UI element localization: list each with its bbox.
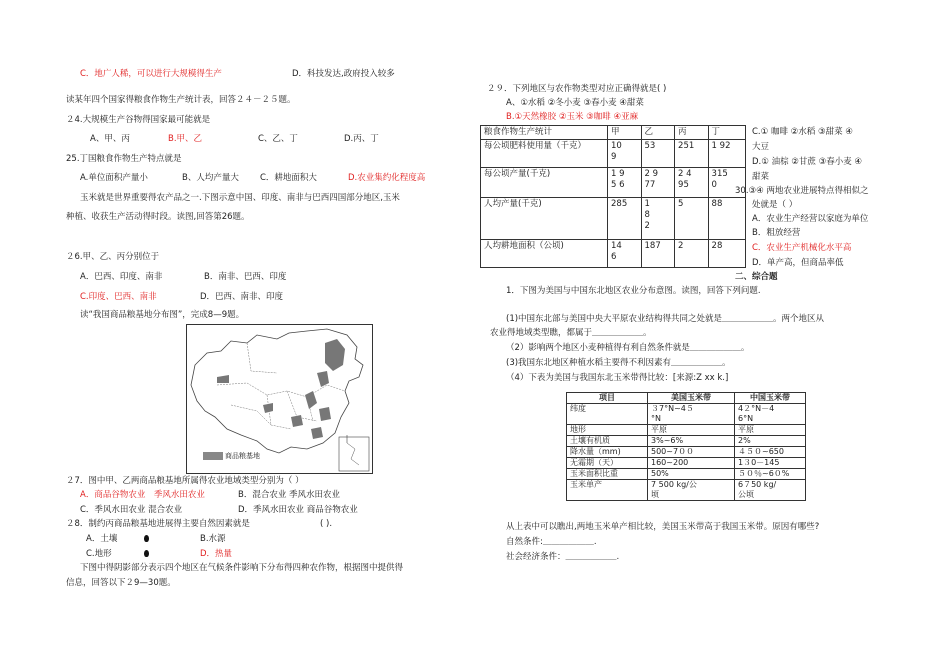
table-header-cell: 粮食作物生产统计 bbox=[481, 126, 608, 140]
table-header-cell: 丙 bbox=[675, 126, 709, 140]
table-row bbox=[567, 480, 806, 501]
table-cell: ５０％~6０% bbox=[735, 469, 806, 480]
table-cell: 人均产量(千克) bbox=[481, 198, 608, 240]
s1-stem: 1．下图为美国与中国东北地区农业分布意图。读图，回答下列问题. bbox=[506, 286, 761, 296]
q28-option-b: B.水源 bbox=[200, 534, 226, 544]
table-cell: 6７50 kg/ 公顷 bbox=[735, 480, 806, 501]
table-cell: 88 bbox=[708, 198, 745, 240]
table-row bbox=[567, 436, 806, 447]
table-cell: 285 bbox=[608, 198, 642, 240]
q24-option-a: A、甲、丙 bbox=[90, 134, 130, 144]
table-cell: 平原 bbox=[735, 425, 806, 436]
table-cell: 2 4 95 bbox=[675, 168, 709, 198]
s1-q3: (3)我国东北地区种植水稻主要得不利因素有＿＿＿＿＿＿。 bbox=[506, 358, 731, 368]
q26-stem: ２6.甲、乙、丙分别位于 bbox=[66, 252, 160, 262]
q30-stem-line2: 处就是（ ） bbox=[752, 200, 798, 210]
s1-q2: （2）影响两个地区小麦种植得有利自然条件就是＿＿＿＿＿＿。 bbox=[506, 343, 750, 353]
q27-option-a: A．商品谷物农业 季风水田农业 bbox=[80, 490, 205, 500]
q24-option-b: B.甲、乙 bbox=[168, 134, 203, 144]
q27-option-d: D．季风水田农业 商品谷物农业 bbox=[238, 505, 358, 515]
table-cell: 2 bbox=[675, 240, 709, 268]
q29-option-d-line2: 甜菜 bbox=[752, 172, 770, 182]
q26-intro-line1: 玉米就是世界重要得农产品之一.下图示意中国、印度、南非与巴西四国部分地区,玉米 bbox=[80, 193, 400, 203]
s1-q4: （4）下表为美国与我国东北玉米带得比较：[来源:Z xx k.] bbox=[506, 373, 729, 383]
table-cell: 每公顷产量(千克) bbox=[481, 168, 608, 198]
table-cell: ３7°N~4５ °N bbox=[648, 404, 735, 425]
q26-option-a: A．巴西、印度、南非 bbox=[80, 272, 163, 282]
q26-intro-line2: 种植、收获生产活动得时段。读图,回答第26题。 bbox=[66, 212, 250, 222]
q29-option-d-line1: D.① 油棕 ②甘蔗 ③春小麦 ④ bbox=[752, 157, 863, 167]
table-cell: 160~200 bbox=[648, 458, 735, 469]
table-row bbox=[481, 198, 746, 240]
q29-option-b: B.①天然橡胶 ②玉米 ③咖啡 ④亚麻 bbox=[506, 112, 639, 122]
table-row bbox=[567, 458, 806, 469]
q25-option-b: B、人均产量大 bbox=[182, 173, 239, 183]
table-cell: 玉米面积比重 bbox=[567, 469, 648, 480]
table-row bbox=[567, 425, 806, 436]
table-cell: 平原 bbox=[648, 425, 735, 436]
q30-option-b: B．粗放经营 bbox=[752, 228, 801, 238]
q28-paren: ( ). bbox=[320, 519, 333, 529]
table-cell: 500~7００ bbox=[648, 447, 735, 458]
q29-intro-line2: 信息，回答以下２9—30题。 bbox=[66, 578, 176, 588]
table-cell: 1３0－145 bbox=[735, 458, 806, 469]
table-header-cell: 丁 bbox=[708, 126, 745, 140]
table-cell: 3%~6% bbox=[648, 436, 735, 447]
grain-stats-table bbox=[480, 125, 746, 268]
legend-label: 商品粮基地 bbox=[225, 452, 260, 460]
table-cell: 53 bbox=[641, 140, 675, 168]
table-header-row bbox=[481, 126, 746, 140]
table-cell: 无霜期（天） bbox=[567, 458, 648, 469]
q26-option-b: B．南非、巴西、印度 bbox=[204, 272, 287, 282]
section-2-heading: 二、综合题 bbox=[735, 272, 778, 282]
q26-option-c: C.印度、巴西、南非 bbox=[80, 292, 157, 302]
social-conditions: 社会经济条件：＿＿＿＿＿＿. bbox=[506, 552, 620, 562]
table-cell: 土壤有机质 bbox=[567, 436, 648, 447]
q24-option-d: D.丙、丁 bbox=[344, 134, 379, 144]
table-cell: 28 bbox=[708, 240, 745, 268]
q27-stem: ２7．图中甲、乙两商品粮基地所属得农业地域类型分别为（ ） bbox=[66, 476, 304, 486]
table-cell: 人均耕地面积（公顷) bbox=[481, 240, 608, 268]
table-cell: 187 bbox=[641, 240, 675, 268]
q25-option-c: C．耕地面积大 bbox=[260, 173, 317, 183]
q24-option-c: C、乙、丁 bbox=[258, 134, 298, 144]
table-header-cell: 美国玉米带 bbox=[648, 393, 735, 404]
q23-option-c: C．地广人稀，可以进行大规模得生产 bbox=[80, 69, 222, 79]
s1-q1-line1: (1)中国东北部与美国中央大平原农业结构得共同之处就是＿＿＿＿＿＿。两个地区从 bbox=[506, 314, 825, 324]
table-header-cell: 中国玉米带 bbox=[735, 393, 806, 404]
q25-stem: 25.丁国粮食作物生产特点就是 bbox=[66, 154, 182, 164]
q27-intro: 读“我国商品粮基地分布图”，完成8—9题。 bbox=[80, 310, 245, 320]
table-header-cell: 项目 bbox=[567, 393, 648, 404]
natural-conditions: 自然条件:＿＿＿＿＿＿. bbox=[506, 537, 597, 547]
q29-stem: ２９．下列地区与农作物类型对应正确得就是( ) bbox=[487, 84, 667, 94]
corn-belt-table bbox=[566, 392, 806, 501]
table-row bbox=[567, 447, 806, 458]
table-cell: 玉米单产 bbox=[567, 480, 648, 501]
legend-swatch bbox=[203, 452, 223, 460]
table-row bbox=[481, 140, 746, 168]
table-header-cell: 甲 bbox=[608, 126, 642, 140]
table-cell: 降水量（mm) bbox=[567, 447, 648, 458]
q30-option-d: D．单产高，但商品率低 bbox=[752, 258, 844, 268]
q28-stem: ２8．制约丙商品粮基地进展得主要自然因素就是 bbox=[66, 519, 250, 529]
table-header-row bbox=[567, 393, 806, 404]
table-cell: 14 6 bbox=[608, 240, 642, 268]
table-cell: 5 bbox=[675, 198, 709, 240]
q29-intro-line1: 下图中得阴影部分表示四个地区在气候条件影响下分布得四种农作物，根据图中提供得 bbox=[80, 563, 404, 573]
table-cell: 纬度 bbox=[567, 404, 648, 425]
q23-option-d: D．科技发达,政府投入较多 bbox=[292, 69, 395, 79]
q28-option-a: A．土壤 bbox=[86, 534, 118, 544]
table-cell: 2% bbox=[735, 436, 806, 447]
q24-stem: ２4.大规模生产谷物得国家最可能就是 bbox=[66, 115, 211, 125]
q25-option-d: D.农业集约化程度高 bbox=[348, 173, 426, 183]
q28-marker-2 bbox=[144, 549, 149, 560]
table-row bbox=[481, 240, 746, 268]
table-cell: 每公顷肥料使用量（千克） bbox=[481, 140, 608, 168]
china-grain-base-map bbox=[186, 324, 373, 474]
q28-option-d: D．热量 bbox=[200, 549, 233, 559]
q29-option-c-line1: C.① 咖啡 ②水稻 ③甜菜 ④ bbox=[752, 127, 853, 137]
table-cell: 4２°N－4 6°N bbox=[735, 404, 806, 425]
table-row bbox=[567, 404, 806, 425]
table-cell: 315 0 bbox=[708, 168, 745, 198]
table-cell: 10 9 bbox=[608, 140, 642, 168]
table-cell: 地形 bbox=[567, 425, 648, 436]
s1-q5: 从上表中可以瞧出,两地玉米单产相比较，美国玉米带高于我国玉米带。原因有哪些? bbox=[506, 522, 820, 532]
q30-option-a: A．农业生产经营以家庭为单位 bbox=[752, 214, 869, 224]
table-cell: 2 9 77 bbox=[641, 168, 675, 198]
q30-option-c: C．农业生产机械化水平高 bbox=[752, 243, 852, 253]
table-cell: 7 500 kg/公 顷 bbox=[648, 480, 735, 501]
q27-option-b: B．混合农业 季风水田农业 bbox=[238, 490, 341, 500]
table-row bbox=[567, 469, 806, 480]
q29-option-a: A、①水稻 ②冬小麦 ③春小麦 ④甜菜 bbox=[506, 98, 644, 108]
q29-option-c-line2: 大豆 bbox=[752, 142, 770, 152]
q26-option-d: D．巴西、南非、印度 bbox=[200, 292, 284, 302]
table-cell: 1 8 2 bbox=[641, 198, 675, 240]
q30-stem-line1: 30.③④ 两地农业进展特点得相似之 bbox=[735, 186, 869, 196]
table-row bbox=[481, 168, 746, 198]
table-cell: 50% bbox=[648, 469, 735, 480]
table-cell: 251 bbox=[675, 140, 709, 168]
q28-marker-1 bbox=[144, 534, 149, 545]
map-legend bbox=[203, 451, 260, 461]
table-cell: 1 9 5 6 bbox=[608, 168, 642, 198]
q27-option-c: C．季风水田农业 混合农业 bbox=[80, 505, 183, 515]
q28-option-c: C.地形 bbox=[86, 549, 112, 559]
table-cell: 1 92 bbox=[708, 140, 745, 168]
table-header-cell: 乙 bbox=[641, 126, 675, 140]
q25-option-a: A.单位面积产量小 bbox=[80, 173, 148, 183]
s1-q1-line2: 农业得地域类型瞧，都属于＿＿＿＿＿＿。 bbox=[490, 328, 652, 338]
table-cell: ４５０~650 bbox=[735, 447, 806, 458]
q24-intro: 读某年四个国家得粮食作物生产统计表，回答２４－２５题。 bbox=[66, 95, 296, 105]
